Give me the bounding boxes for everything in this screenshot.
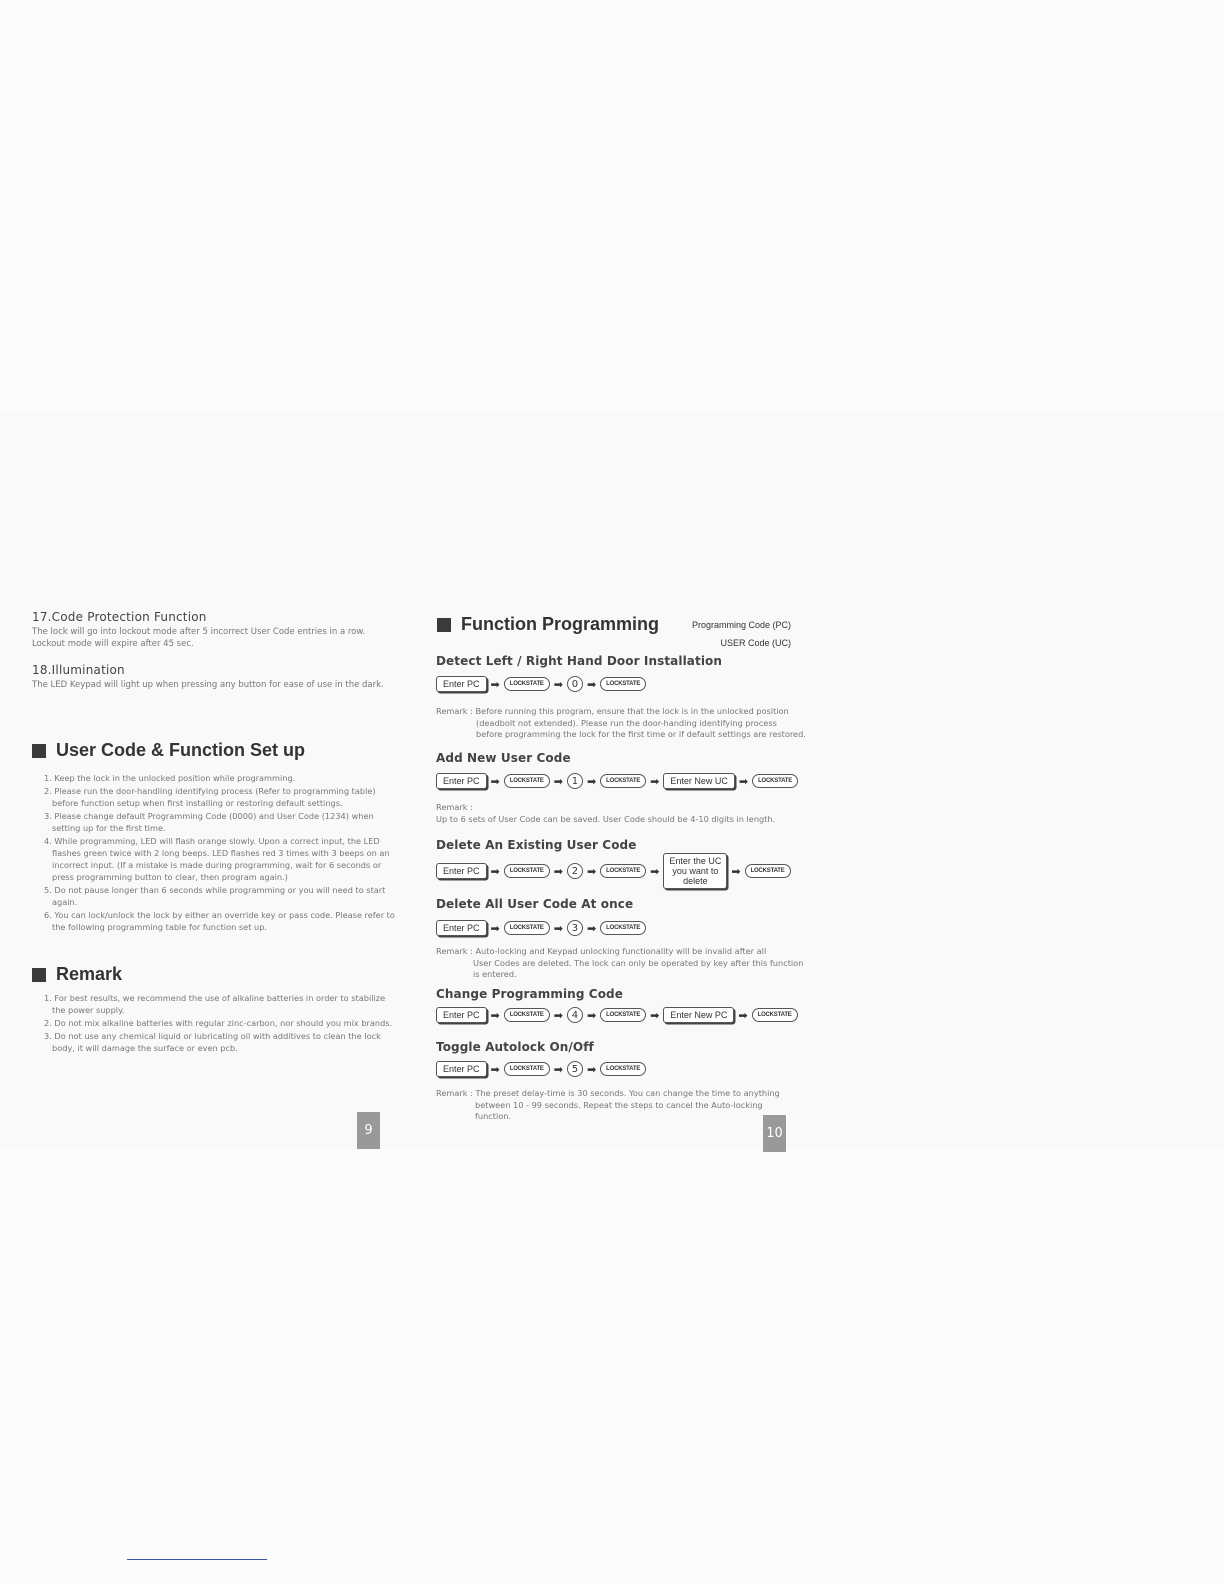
lockstate-key: LOCKSTATE	[600, 774, 646, 788]
left-page	[10, 600, 405, 1150]
autolock-title: Toggle Autolock On/Off	[436, 1040, 594, 1054]
arrow-right-icon: ➡	[490, 774, 500, 788]
autolock-remark	[436, 1088, 796, 1123]
detect-flow	[436, 673, 646, 695]
lockstate-key: LOCKSTATE	[504, 864, 550, 878]
remark-text: is entered.	[473, 969, 517, 979]
arrow-right-icon: ➡	[650, 1008, 660, 1022]
remark-text: The preset delay-time is 30 seconds. You can change the time to anything	[475, 1088, 780, 1098]
remark-label: Remark :	[436, 706, 473, 716]
setup-heading	[32, 740, 305, 761]
arrow-right-icon: ➡	[553, 1008, 563, 1022]
remark-text: User Codes are deleted. The lock can only be operated by key after this function	[473, 957, 804, 968]
enter-pc-key: Enter PC	[436, 863, 487, 879]
enter-new-pc-key: Enter New PC	[663, 1007, 734, 1023]
list-item: 1. For best results, we recommend the use of alkaline batteries in order to stabilize the power supply.	[44, 993, 386, 1015]
lockstate-key: LOCKSTATE	[745, 864, 791, 878]
illumination-title: 18.Illumination	[32, 663, 125, 677]
remark-text: (deadbolt not extended). Please run the door-handing identifying process	[476, 717, 777, 728]
code-legend	[661, 616, 791, 652]
arrow-right-icon: ➡	[650, 864, 660, 878]
list-item: 6. You can lock/unlock the lock by either an override key or pass code. Please refer to the following programming table for function set up.	[44, 910, 395, 932]
digit-key: 0	[567, 676, 583, 692]
digit-key: 3	[567, 920, 583, 936]
key-line: Enter the UC	[669, 856, 722, 866]
list-item: 3. Please change default Programming Code (0000) and User Code (1234) when setting up for the first time.	[44, 811, 374, 833]
arrow-right-icon: ➡	[490, 677, 500, 691]
arrow-right-icon: ➡	[553, 677, 563, 691]
arrow-right-icon: ➡	[586, 774, 597, 788]
list-item: 1. Keep the lock in the unlocked position while programming.	[44, 773, 296, 783]
enter-new-uc-key: Enter New UC	[663, 773, 735, 789]
key-line: delete	[683, 876, 708, 886]
digit-key: 1	[567, 773, 583, 789]
detect-remark	[436, 706, 816, 741]
arrow-right-icon: ➡	[490, 921, 500, 935]
arrow-right-icon: ➡	[586, 677, 597, 691]
delete-user-flow	[436, 851, 791, 891]
remark-list	[32, 992, 394, 1055]
heading-square-icon	[437, 618, 451, 632]
enter-pc-key: Enter PC	[436, 773, 487, 789]
code-protection-section	[32, 610, 392, 650]
heading-square-icon	[32, 968, 46, 982]
arrow-right-icon: ➡	[553, 921, 563, 935]
enter-pc-key: Enter PC	[436, 676, 487, 692]
list-item: 5. Do not pause longer than 6 seconds while programming or you will need to start again.	[44, 885, 386, 907]
arrow-right-icon: ➡	[731, 864, 741, 878]
arrow-right-icon: ➡	[490, 864, 500, 878]
lockstate-key: LOCKSTATE	[600, 677, 646, 691]
detect-title: Detect Left / Right Hand Door Installation	[436, 654, 723, 668]
lockstate-key: LOCKSTATE	[752, 1008, 798, 1022]
lockstate-key: LOCKSTATE	[600, 921, 646, 935]
heading-square-icon	[32, 744, 46, 758]
remark-text: function.	[475, 1111, 512, 1121]
lockstate-key: LOCKSTATE	[504, 1008, 550, 1022]
arrow-right-icon: ➡	[738, 1008, 748, 1022]
lockstate-key: LOCKSTATE	[600, 864, 646, 878]
delete-all-remark	[436, 946, 816, 981]
delete-all-flow	[436, 917, 646, 939]
lockstate-key: LOCKSTATE	[504, 921, 550, 935]
remark-label: Remark :	[436, 946, 473, 956]
illumination-section	[32, 663, 392, 691]
list-item: 4. While programming, LED will flash orange slowly. Upon a correct input, the LED flashes green twice with 2 long beeps. LED flashes red 3 times with 3 beeps on an incorrect input. (If a mistake is made during programming, wait for 6 seconds or press programming button to clear, then program again.)	[44, 836, 390, 882]
remark-text: Before running this program, ensure that the lock is in the unlocked position	[475, 706, 789, 716]
add-user-flow	[436, 770, 798, 792]
add-user-remark	[436, 802, 816, 825]
delete-user-title: Delete An Existing User Code	[436, 838, 637, 852]
remark-heading	[32, 964, 122, 985]
remark-text: Auto-locking and Keypad unlocking functionality will be invalid after all	[475, 946, 767, 956]
code-protection-title: 17.Code Protection Function	[32, 610, 207, 624]
enter-pc-key: Enter PC	[436, 920, 487, 936]
remark-text: before programming the lock for the first time or if default settings are restored.	[476, 729, 806, 739]
lockstate-key: LOCKSTATE	[504, 1062, 550, 1076]
setup-title: User Code & Function Set up	[56, 740, 306, 760]
remark-text: Up to 6 sets of User Code can be saved. User Code should be 4-10 digits in length.	[436, 813, 776, 824]
code-protection-text-2: Lockout mode will expire after 45 sec.	[32, 639, 194, 649]
lockstate-key: LOCKSTATE	[504, 677, 550, 691]
arrow-right-icon: ➡	[490, 1062, 500, 1076]
code-protection-text-1: The lock will go into lockout mode after 5 incorrect User Code entries in a row.	[32, 627, 366, 637]
lockstate-key: LOCKSTATE	[600, 1008, 646, 1022]
autolock-flow	[436, 1058, 646, 1080]
digit-key: 5	[567, 1061, 583, 1077]
remark-text: between 10 - 99 seconds. Repeat the steps to cancel the Auto-locking	[475, 1099, 763, 1110]
legend-uc: USER Code (UC)	[720, 638, 791, 648]
function-programming-heading	[437, 614, 659, 635]
remark-label: Remark :	[436, 802, 473, 812]
list-item: 2. Do not mix alkaline batteries with regular zinc-carbon, nor should you mix brands.	[44, 1018, 393, 1028]
arrow-right-icon: ➡	[553, 1062, 563, 1076]
function-programming-title: Function Programming	[461, 614, 659, 634]
remark-title: Remark	[56, 964, 123, 984]
change-pc-flow	[436, 1004, 798, 1026]
lockstate-key: LOCKSTATE	[752, 774, 798, 788]
add-user-title: Add New User Code	[436, 751, 571, 765]
page-number: 9	[357, 1112, 380, 1149]
digit-key: 4	[567, 1007, 583, 1023]
arrow-right-icon: ➡	[586, 1008, 597, 1022]
arrow-right-icon: ➡	[553, 864, 563, 878]
page-number: 10	[763, 1115, 786, 1152]
remark-label: Remark :	[436, 1088, 473, 1098]
arrow-right-icon: ➡	[586, 921, 597, 935]
illumination-text: The LED Keypad will light up when pressing any button for ease of use in the dark.	[32, 680, 384, 690]
arrow-right-icon: ➡	[586, 1062, 597, 1076]
setup-list	[32, 772, 397, 934]
digit-key: 2	[567, 863, 583, 879]
arrow-right-icon: ➡	[490, 1008, 500, 1022]
divider-line	[127, 1559, 267, 1560]
lockstate-key: LOCKSTATE	[504, 774, 550, 788]
enter-pc-key: Enter PC	[436, 1007, 487, 1023]
right-page	[425, 600, 825, 1150]
delete-all-title: Delete All User Code At once	[436, 897, 634, 911]
legend-pc: Programming Code (PC)	[691, 620, 791, 630]
arrow-right-icon: ➡	[650, 774, 660, 788]
change-pc-title: Change Programming Code	[436, 987, 623, 1001]
list-item: 2. Please run the door-handling identifying process (Refer to programming table) before function setup when first installing or restoring default settings.	[44, 786, 376, 808]
enter-uc-to-delete-key	[663, 853, 727, 889]
arrow-right-icon: ➡	[738, 774, 749, 788]
enter-pc-key: Enter PC	[436, 1061, 487, 1077]
arrow-right-icon: ➡	[586, 864, 597, 878]
list-item: 3. Do not use any chemical liquid or lubricating oil with additives to clean the lock body, it will damage the surface or even pcb.	[44, 1031, 381, 1053]
arrow-right-icon: ➡	[553, 774, 563, 788]
key-line: you want to	[672, 866, 719, 876]
lockstate-key: LOCKSTATE	[600, 1062, 646, 1076]
